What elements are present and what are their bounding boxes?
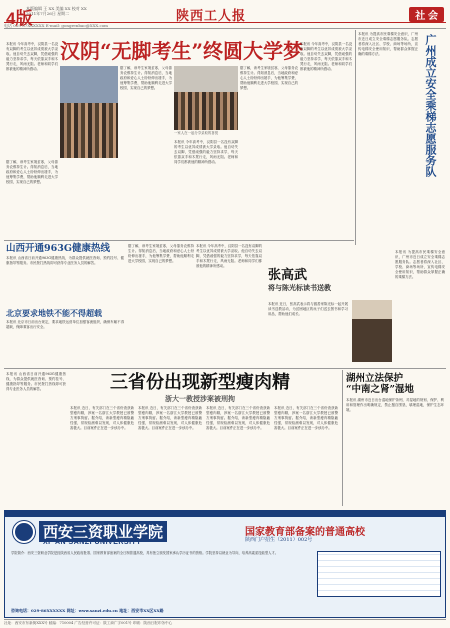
main-body-col2: 据了解，该考生家境贫寒，父母靠务农维持生计。得知消息后，当地政府和爱心人士纷纷伸出援手，为他筹集学费，帮助他顺利走进大学校园，实现自己的梦想。 bbox=[120, 66, 172, 90]
section-tag: 社 会 bbox=[409, 7, 444, 22]
ad-tagline: 国家教育部备案的普通高校 bbox=[245, 527, 365, 538]
guangzhou-headline: 广州成立安全乘梯志愿服务队 bbox=[424, 34, 437, 177]
drug-body-3: 本报讯 近日，有关部门在三个省份查获新型瘦肉精，涉案一名浙江大学教授已被警方刑事拘留。据介绍，该新型瘦肉精隐蔽性强，常规检测难以发现，对人体健康危害极大。目前案件正在进一步侦办中。 bbox=[206, 406, 270, 430]
ad-intro: 学院简介：西安三资职业学院是经陕西省人民政府批准、国家教育部备案的全日制普通高校，具有独立颁发国家承认学历证书的资格。学院坚持以就业为导向，培养高素质技能型人才。 bbox=[11, 551, 279, 555]
huzhou-headline: 湖州立法保护 “中南之肾”湿地 bbox=[346, 373, 414, 395]
drug-body-2: 本报讯 近日，有关部门在三个省份查获新型瘦肉精，涉案一名浙江大学教授已被警方刑事拘留。据介绍，该新型瘦肉精隐蔽性强，常规检测难以发现，对人体健康危害极大。目前案件正在进一步侦办中。 bbox=[138, 406, 202, 430]
middle-body: 据了解，该考生家境贫寒，父母靠务农维持生计。得知消息后，当地政府和爱心人士纷纷伸出援手，为他筹集学费，帮助他顺利走进大学校园，实现自己的梦想。 bbox=[128, 244, 194, 263]
page-footer: 社址：西安市东新街XXX号 邮编：710004 广告经营许可证：陕工商广字001号 印刷：陕西日报印务中心 bbox=[4, 619, 446, 626]
contact-line: 电话 029-87XXXXXX E-mail: gongrenbao@XXX.com bbox=[4, 23, 446, 29]
ad-code: 陕西门户招生（2011）002号 bbox=[245, 537, 313, 543]
zhang-body: 本报讯 近日，张高武表示将与慈善家陈光标一起开展读书送教活动，为贫困地区的孩子们送去图书和学习用品，帮助他们成长。 bbox=[268, 302, 348, 316]
main-body-col5: 本报讯 今年高考中，汉阴县一名没有双脚的考生以优异成绩被大学录取。他自幼失去双脚，凭借顽强的毅力坚持求学，每天依靠双手和木凳行走，风雨无阻。老师和同学们都被他的精神所感动。 bbox=[300, 42, 352, 71]
main-photo-left bbox=[60, 66, 118, 158]
shanxi-body: 本报讯 山西省日前开通963G健康热线，为群众提供就医咨询、预约挂号、健康指导等服务。市民拨打热线即可获得专业医务人员的解答。 bbox=[6, 256, 124, 265]
main-body-col1: 本报讯 今年高考中，汉阴县一名没有双脚的考生以优异成绩被大学录取。他自幼失去双脚，凭借顽强的毅力坚持求学，每天依靠双手和木凳行走，风雨无阻。老师和同学们都被他的精神所感动。 bbox=[6, 42, 58, 71]
main-photo-center bbox=[174, 66, 238, 130]
school-logo-icon bbox=[13, 521, 35, 543]
left-bottom-body: 本报讯 山西省日前开通963G健康热线，为群众提供就医咨询、预约挂号、健康指导等服务。市民拨打热线即可获得专业医务人员的解答。 bbox=[6, 372, 66, 391]
drug-body-4: 本报讯 近日，有关部门在三个省份查获新型瘦肉精，涉案一名浙江大学教授已被警方刑事拘留。据介绍，该新型瘦肉精隐蔽性强，常规检测难以发现，对人体健康危害极大。目前案件正在进一步侦办中。 bbox=[274, 406, 338, 430]
shanxi-headline: 山西开通963G健康热线 bbox=[6, 243, 110, 254]
ad-title: 西安三资职业学院 bbox=[39, 521, 167, 542]
right-mid-body: 本报讯 为提高市民乘梯安全意识，广州市近日成立安全乘梯志愿服务队。志愿者将深入社区、学校、商场等场所，宣传电梯安全使用知识，帮助群众掌握正确的乘梯方法。 bbox=[395, 250, 445, 279]
guangzhou-body: 本报讯 为提高市民乘梯安全意识，广州市近日成立安全乘梯志愿服务队。志愿者将深入社区、学校、商场等场所，宣传电梯安全使用知识，帮助群众掌握正确的乘梯方法。 bbox=[358, 32, 418, 56]
main-photo-caption: 一家人在一起分享录取的喜悦 bbox=[174, 131, 219, 135]
main-body-col1b: 据了解，该考生家境贫寒，父母靠务农维持生计。得知消息后，当地政府和爱心人士纷纷伸出援手，为他筹集学费，帮助他顺利走进大学校园，实现自己的梦想。 bbox=[6, 160, 58, 184]
main-headline: 汉阴“无脚考生”终圆大学梦 bbox=[60, 39, 304, 63]
ad-contact: 咨询电话：029-86XXXXXX 网址：www.sanzi.edu.cn 地址：西安市XX区XX路 bbox=[11, 608, 164, 613]
middle-body-2: 本报讯 今年高考中，汉阴县一名没有双脚的考生以优异成绩被大学录取。他自幼失去双脚，凭借顽强的毅力坚持求学，每天依靠双手和木凳行走，风雨无阻。老师和同学们都被他的精神所感动。 bbox=[196, 244, 262, 268]
ad-english-name: XI' AN SANZI UNIVERSITY bbox=[43, 539, 142, 546]
drug-headline: 三省份出现新型瘦肉精 浙大一教授涉案被刑拘 bbox=[110, 372, 290, 403]
page-number: 4版 bbox=[6, 9, 33, 28]
school-advertisement[interactable] bbox=[4, 510, 446, 618]
header-info: 本版编辑 王 XX 美编 XX 校对 XX 2011年7月26日 星期二 bbox=[26, 6, 87, 16]
ad-majors-table bbox=[317, 551, 441, 597]
paper-name: 陕西工人报 bbox=[176, 9, 247, 24]
drug-body-1: 本报讯 近日，有关部门在三个省份查获新型瘦肉精，涉案一名浙江大学教授已被警方刑事拘留。据介绍，该新型瘦肉精隐蔽性强，常规检测难以发现，对人体健康危害极大。目前案件正在进一步侦办中。 bbox=[70, 406, 134, 430]
zhang-headline: 张高武 将与陈光标读书送教 bbox=[268, 268, 331, 292]
beijing-body: 本报讯 北京市日前出台规定，要求地铁运营单位加强客流组织，确保车厢不得超载，保障乘客出行安全。 bbox=[6, 320, 124, 329]
main-body-col4: 据了解，该考生家境贫寒，父母靠务农维持生计。得知消息后，当地政府和爱心人士纷纷伸出援手，为他筹集学费，帮助他顺利走进大学校园，实现自己的梦想。 bbox=[240, 66, 298, 90]
huzhou-body: 本报讯 湖州市近日出台湿地保护条例，对湿地的规划、保护、利用和管理作出明确规定，禁止擅自围垦、填埋湿地，保护生态环境。 bbox=[346, 398, 444, 412]
main-body-col3: 本报讯 今年高考中，汉阴县一名没有双脚的考生以优异成绩被大学录取。他自幼失去双脚，凭借顽强的毅力坚持求学，每天依靠双手和木凳行走，风雨无阻。老师和同学们都被他的精神所感动。 bbox=[174, 140, 238, 164]
zhang-photo bbox=[352, 300, 392, 362]
beijing-headline: 北京要求地铁不能不得超载 bbox=[6, 308, 102, 318]
